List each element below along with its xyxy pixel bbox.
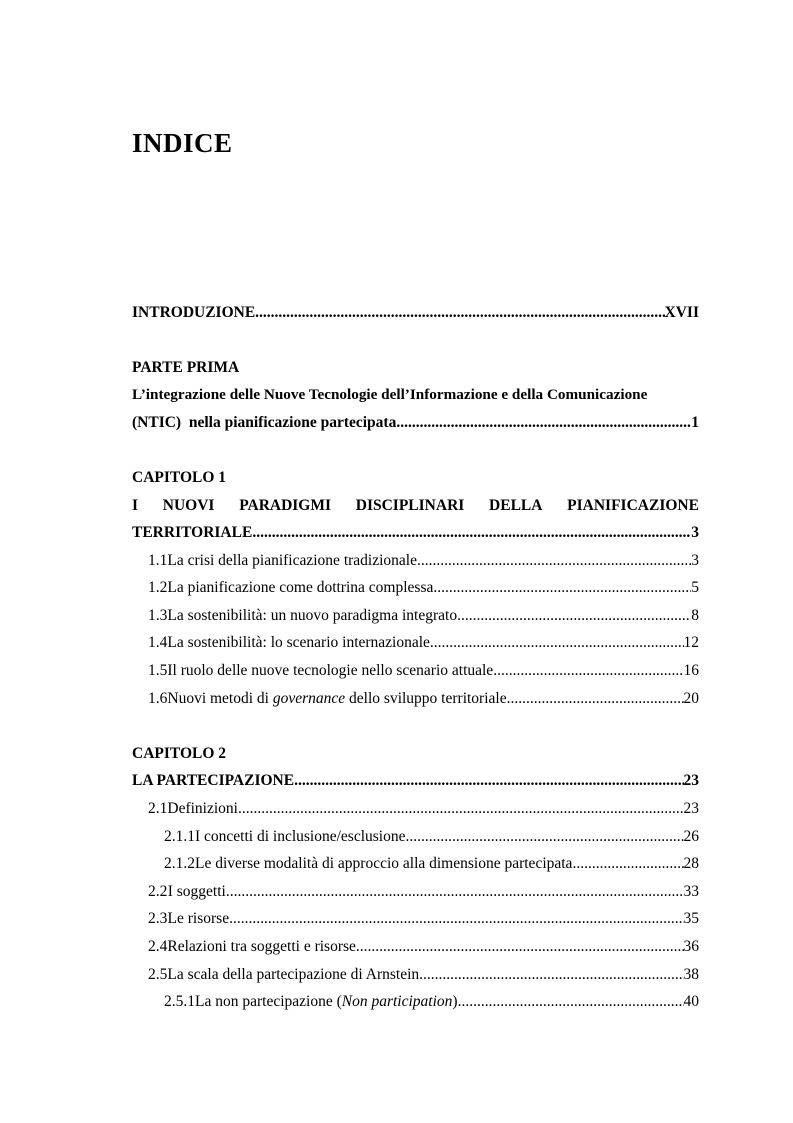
title-word: PIANIFICAZIONE — [567, 497, 699, 514]
title-word: I — [132, 497, 139, 514]
part-heading: PARTE PRIMA — [132, 359, 240, 376]
toc-page: 20 — [683, 690, 699, 707]
toc-label: Definizioni — [167, 800, 238, 817]
toc-label: La crisi della pianificazione tradizionale — [167, 552, 417, 569]
section-number: 1.3 — [148, 607, 168, 624]
section-number: 2.5 — [148, 966, 168, 983]
toc-entry[interactable] — [132, 657, 699, 685]
section-number: 1.1 — [148, 552, 168, 569]
leader-dots — [294, 767, 683, 795]
toc-label: La pianificazione come dottrina complessa — [167, 579, 434, 596]
section-number: 1.5 — [148, 662, 168, 679]
toc-label: La sostenibilità: un nuovo paradigma integrato — [167, 607, 458, 624]
leader-dots — [430, 629, 684, 657]
leader-dots — [433, 574, 691, 602]
leader-dots — [238, 795, 684, 823]
section-number: 1.6 — [148, 690, 168, 707]
toc-label: Il ruolo delle nuove tecnologie nello scenario attuale — [167, 662, 494, 679]
toc-label: LA PARTECIPAZIONE — [132, 772, 295, 789]
toc-entry-capitolo-1[interactable] — [132, 519, 699, 547]
leader-dots — [252, 519, 691, 547]
toc-page: 23 — [683, 800, 699, 817]
toc-label: Le risorse — [167, 910, 230, 927]
toc-page: 28 — [683, 855, 699, 872]
section-number: 1.2 — [148, 579, 168, 596]
section-number: 2.2 — [148, 883, 168, 900]
leader-dots — [226, 878, 684, 906]
toc-entry-capitolo-2[interactable] — [132, 767, 699, 795]
chapter-heading: CAPITOLO 2 — [132, 745, 227, 762]
leader-dots — [229, 905, 683, 933]
toc-entry[interactable] — [132, 961, 699, 989]
leader-dots — [493, 657, 683, 685]
toc-entry[interactable] — [132, 602, 699, 630]
toc-page: 26 — [683, 828, 699, 845]
leader-dots — [356, 933, 684, 961]
title-word: PARADIGMI — [239, 497, 332, 514]
section-number: 2.1 — [148, 800, 168, 817]
toc-page: 23 — [683, 772, 699, 789]
leader-dots — [572, 850, 683, 878]
toc-entry[interactable] — [132, 823, 699, 851]
leader-dots — [405, 823, 683, 851]
leader-dots — [457, 602, 691, 630]
page-title: INDICE — [132, 128, 233, 158]
toc-entry[interactable] — [132, 685, 699, 713]
toc-label: Le diverse modalità di approccio alla dimensione partecipata — [195, 855, 573, 872]
section-number: 2.1.2 — [164, 855, 195, 872]
toc-label: I soggetti — [167, 883, 226, 900]
toc-entry-introduzione[interactable] — [132, 299, 699, 327]
toc-page: 5 — [691, 579, 699, 596]
toc-entry[interactable] — [132, 850, 699, 878]
section-number: 2.3 — [148, 910, 168, 927]
toc-page: 36 — [683, 938, 699, 955]
toc-page: 8 — [691, 607, 699, 624]
leader-dots — [419, 961, 683, 989]
leader-dots — [255, 299, 664, 327]
toc-page: 38 — [683, 966, 699, 983]
title-word: NUOVI — [162, 497, 215, 514]
section-number: 1.4 — [148, 634, 168, 651]
toc-label: Nuovi metodi di governance dello sviluppo territoriale — [167, 690, 507, 707]
toc-label: INTRODUZIONE — [132, 304, 256, 321]
toc-page: 12 — [683, 634, 699, 651]
toc-page: 35 — [683, 910, 699, 927]
toc-page: 40 — [683, 993, 699, 1010]
toc-entry[interactable] — [132, 933, 699, 961]
toc-entry[interactable] — [132, 574, 699, 602]
section-number: 2.5.1 — [164, 993, 195, 1010]
toc-page: 33 — [683, 883, 699, 900]
toc-entry[interactable] — [132, 905, 699, 933]
toc-label: Relazioni tra soggetti e risorse — [167, 938, 356, 955]
leader-dots — [507, 685, 684, 713]
chapter-heading: CAPITOLO 1 — [132, 469, 227, 486]
part-title-line1: L’integrazione delle Nuove Tecnologie dell’Informazione e della Comunicazione — [132, 386, 648, 403]
toc-label: TERRITORIALE — [132, 524, 253, 541]
toc-entry-parte-prima[interactable] — [132, 409, 699, 437]
toc-page: 3 — [691, 552, 699, 569]
toc-label: La scala della partecipazione di Arnstein — [167, 966, 420, 983]
toc-page: 3 — [691, 524, 699, 541]
section-number: 2.1.1 — [164, 828, 195, 845]
toc-label: I concetti di inclusione/esclusione — [195, 828, 406, 845]
toc-page: 1 — [691, 414, 699, 431]
toc-label: La non partecipazione (Non participation) — [195, 993, 458, 1010]
toc-entry[interactable] — [132, 547, 699, 575]
section-number: 2.4 — [148, 938, 168, 955]
title-word: DISCIPLINARI — [355, 497, 465, 514]
title-word: DELLA — [489, 497, 543, 514]
toc-entry[interactable] — [132, 629, 699, 657]
leader-dots — [417, 547, 691, 575]
leader-dots — [458, 988, 684, 1016]
leader-dots — [396, 409, 691, 437]
toc-entry[interactable] — [132, 795, 699, 823]
toc-entry[interactable] — [132, 878, 699, 906]
toc-entry[interactable] — [132, 988, 699, 1016]
toc-label: (NTIC) nella pianificazione partecipata — [132, 414, 397, 431]
chapter-title-line1 — [132, 492, 699, 520]
toc-label: La sostenibilità: lo scenario internazionale — [167, 634, 430, 651]
toc-page: 16 — [683, 662, 699, 679]
toc-page: XVII — [664, 304, 699, 321]
